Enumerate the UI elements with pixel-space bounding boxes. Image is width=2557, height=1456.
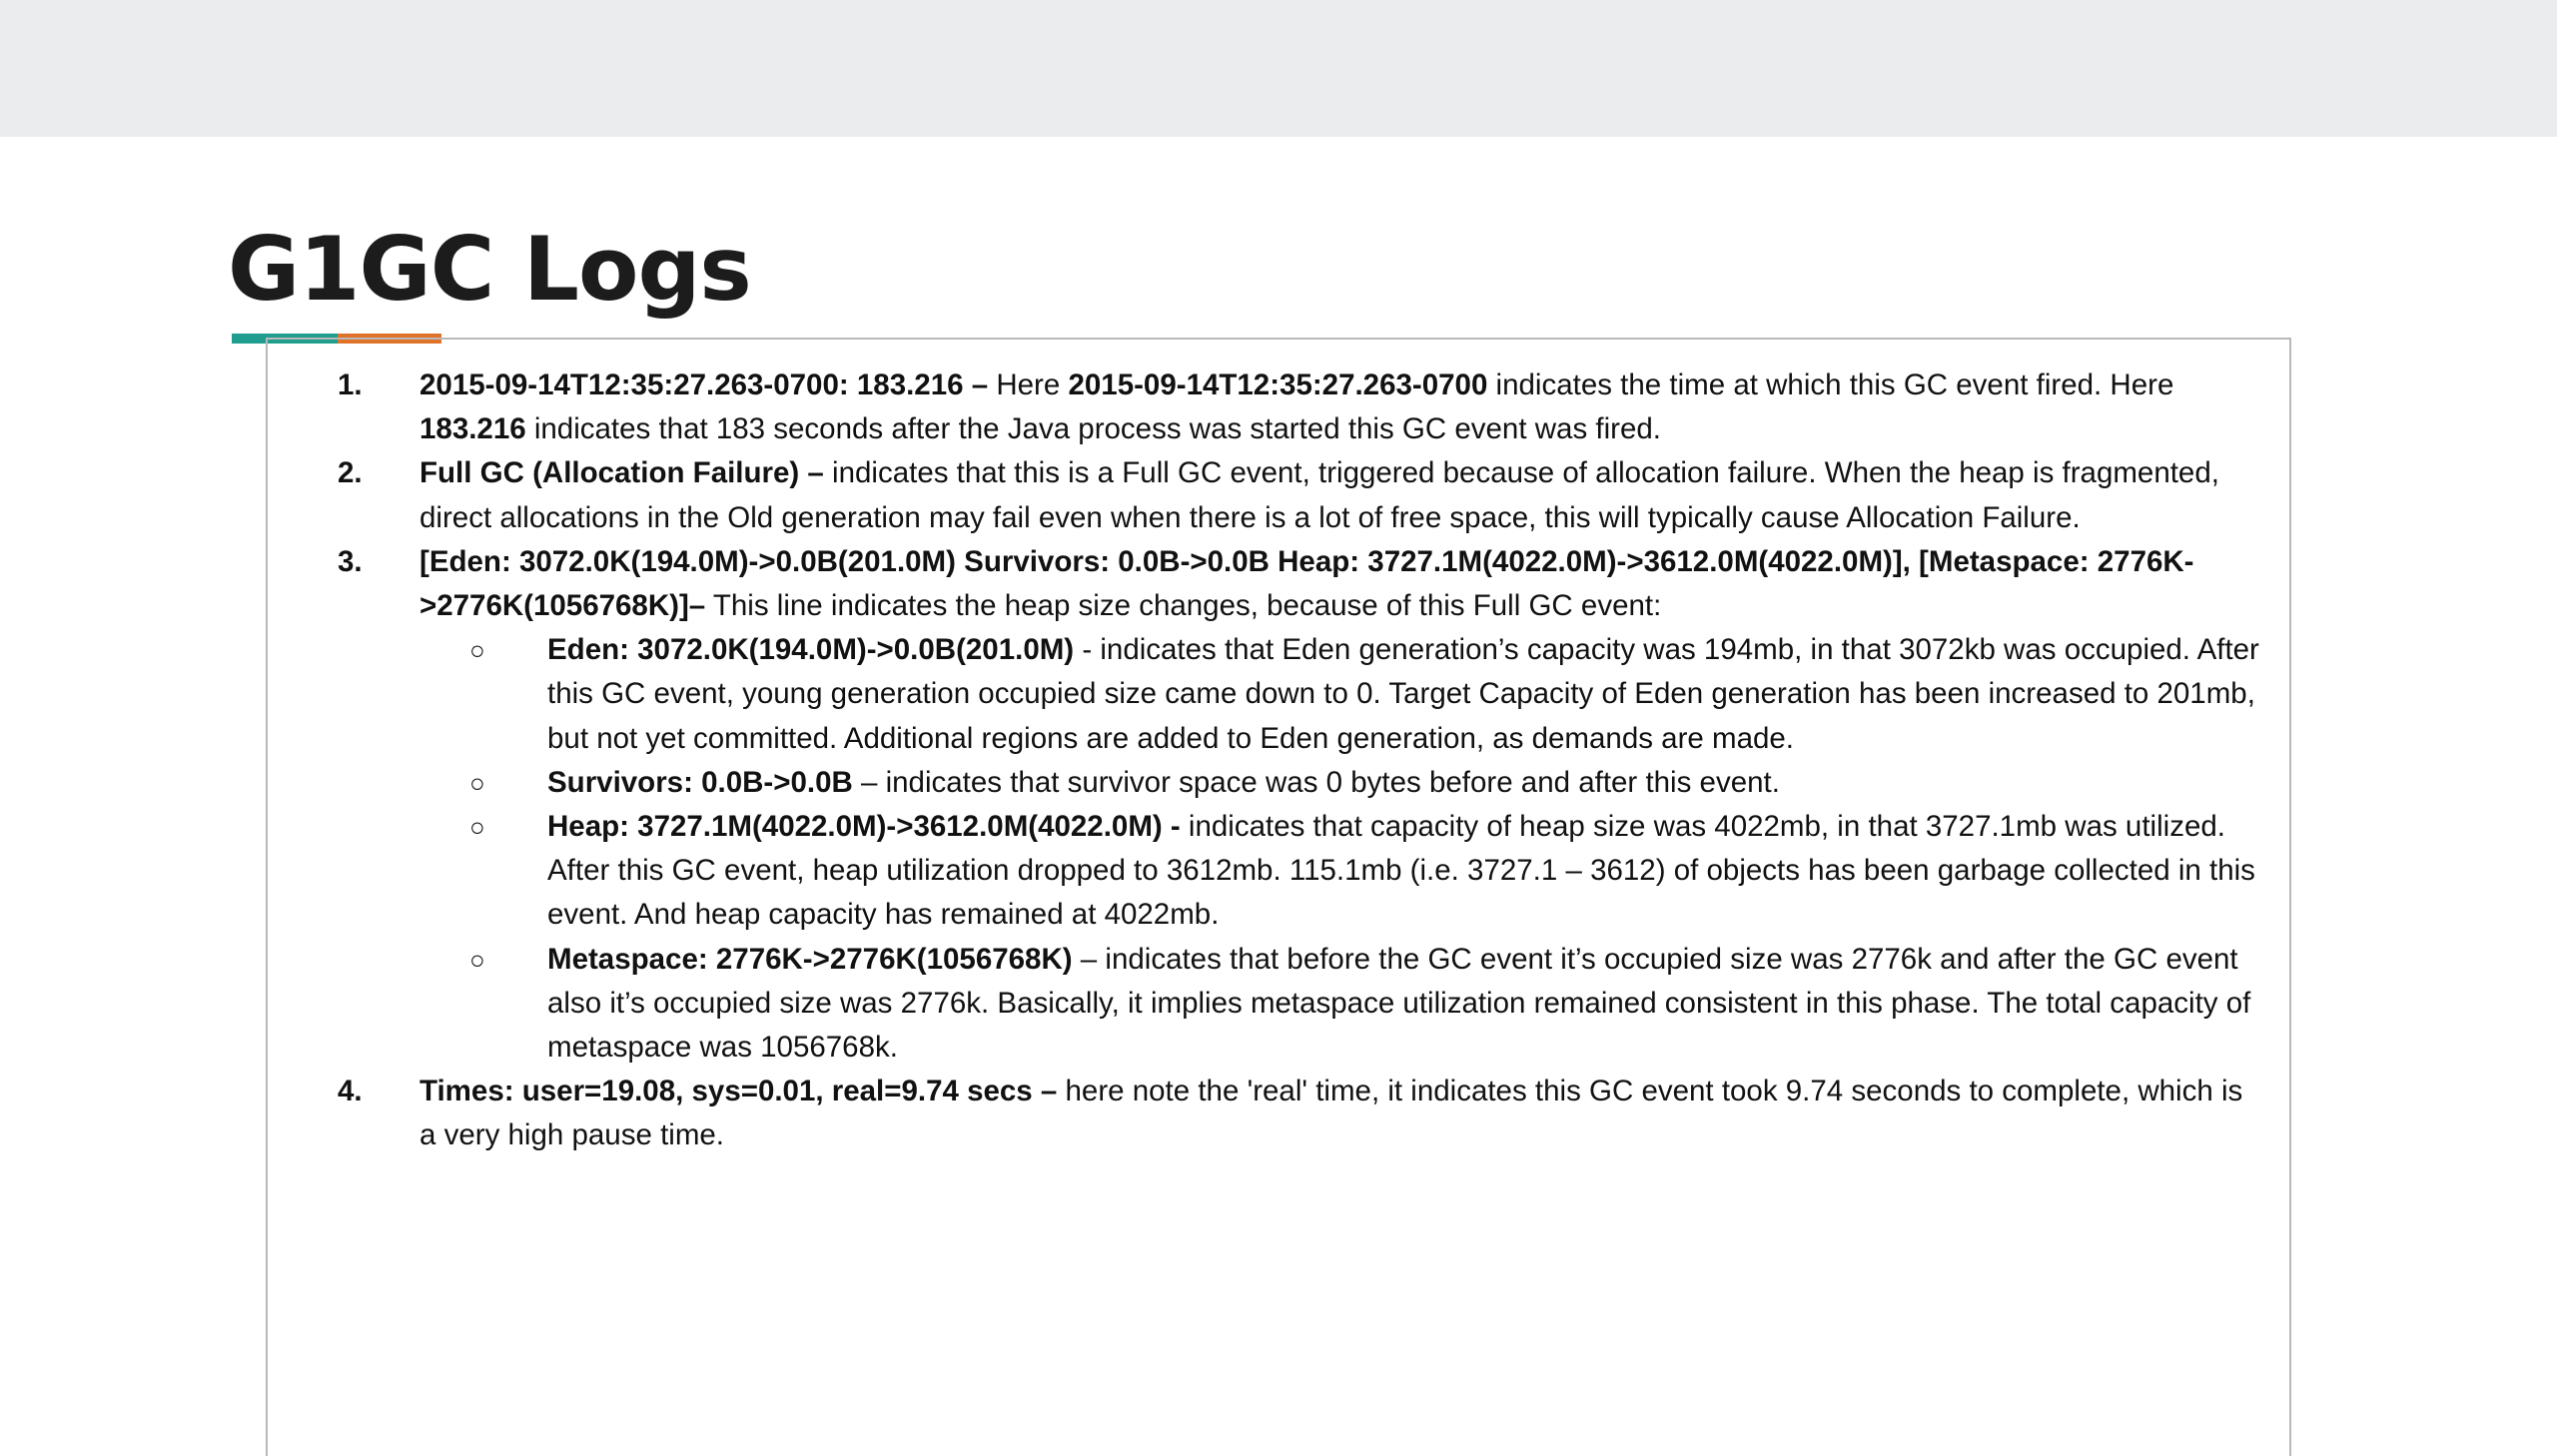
list-item-1 [338,364,2265,451]
timestamp-bold: 2015-09-14T12:35:27.263-0700 [1068,368,1488,401]
list-item-3 [338,540,2265,1070]
gc-log-explanation-list [338,364,2265,1158]
gc-type-bold: Full GC (Allocation Failure) – [420,456,824,490]
sub-item-text: - indicates that Eden generation’s capacity was 194mb, in that 3072kb was occupied. After this GC event, young generation occupied size came down to 0. Target Capacity of Eden generation has been increased to 201mb, but not yet committed. Additional regions are added to Eden generation, as demands are made. [547,633,2259,755]
sub-item-bold: Survivors: 0.0B->0.0B [547,765,853,799]
sub-item-text: – indicates that survivor space was 0 bytes before and after this event. [852,765,1780,799]
list-number: 2. [338,456,363,490]
uptime-bold: 183.216 [420,412,526,446]
sub-item-survivors [338,761,2265,805]
sub-item-text: indicates that capacity of heap size was 4022mb, in that 3727.1mb was utilized. After this GC event, heap utilization dropped to 3612mb. 115.1mb (i.e. 3727.1 – 3612) of objects has been garbage collected in this event. And heap capacity has remained at 4022mb. [547,810,2255,932]
slide-title: G1GC Logs [228,218,751,321]
item-text: indicates that 183 seconds after the Java process was started this GC event was fired. [525,412,1661,446]
sub-item-heap [338,805,2265,938]
heap-change-bold: [Eden: 3072.0K(194.0M)->0.0B(201.0M) Survivors: 0.0B->0.0B Heap: 3727.1M(4022.0M)->3612.0M(4022.0M)], [Metaspace: 2776K->2776K(1056768K)]– [420,544,2194,623]
sub-item-text: – indicates that before the GC event it’s occupied size was 2776k and after the GC event also it’s occupied size was 2776k. Basically, it implies metaspace utilization remained consistent in this phase. The total capacity of metaspace was 1056768k. [547,942,2251,1065]
circle-bullet-icon: ○ [469,635,485,666]
top-band [0,0,2557,137]
item-text: Here [988,368,1069,401]
item-text: indicates the time at which this GC event fired. Here [1487,368,2174,401]
list-item-2 [338,451,2265,539]
sub-item-eden [338,628,2265,761]
item-text: This line indicates the heap size changes, because of this Full GC event: [705,589,1662,623]
list-number: 4. [338,1075,363,1108]
sub-item-bold: Eden: 3072.0K(194.0M)->0.0B(201.0M) [547,633,1075,667]
sub-item-bold: Metaspace: 2776K->2776K(1056768K) [547,942,1073,976]
sub-item-metaspace [338,938,2265,1071]
list-number: 1. [338,368,363,401]
timestamp-bold: 2015-09-14T12:35:27.263-0700: 183.216 – [420,368,989,401]
circle-bullet-icon: ○ [469,944,485,975]
circle-bullet-icon: ○ [469,767,485,798]
times-bold: Times: user=19.08, sys=0.01, real=9.74 secs – [420,1075,1058,1108]
item-text: indicates that this is a Full GC event, triggered because of allocation failure. When the heap is fragmented, direct allocations in the Old generation may fail even when there is a lot of free space, this will typically cause Allocation Failure. [420,456,2219,534]
list-item-4 [338,1070,2265,1157]
circle-bullet-icon: ○ [469,812,485,843]
list-number: 3. [338,544,363,578]
sub-item-bold: Heap: 3727.1M(4022.0M)->3612.0M(4022.0M) - [547,810,1181,844]
item-text: here note the 'real' time, it indicates this GC event took 9.74 seconds to complete, which is a very high pause time. [420,1075,2243,1152]
